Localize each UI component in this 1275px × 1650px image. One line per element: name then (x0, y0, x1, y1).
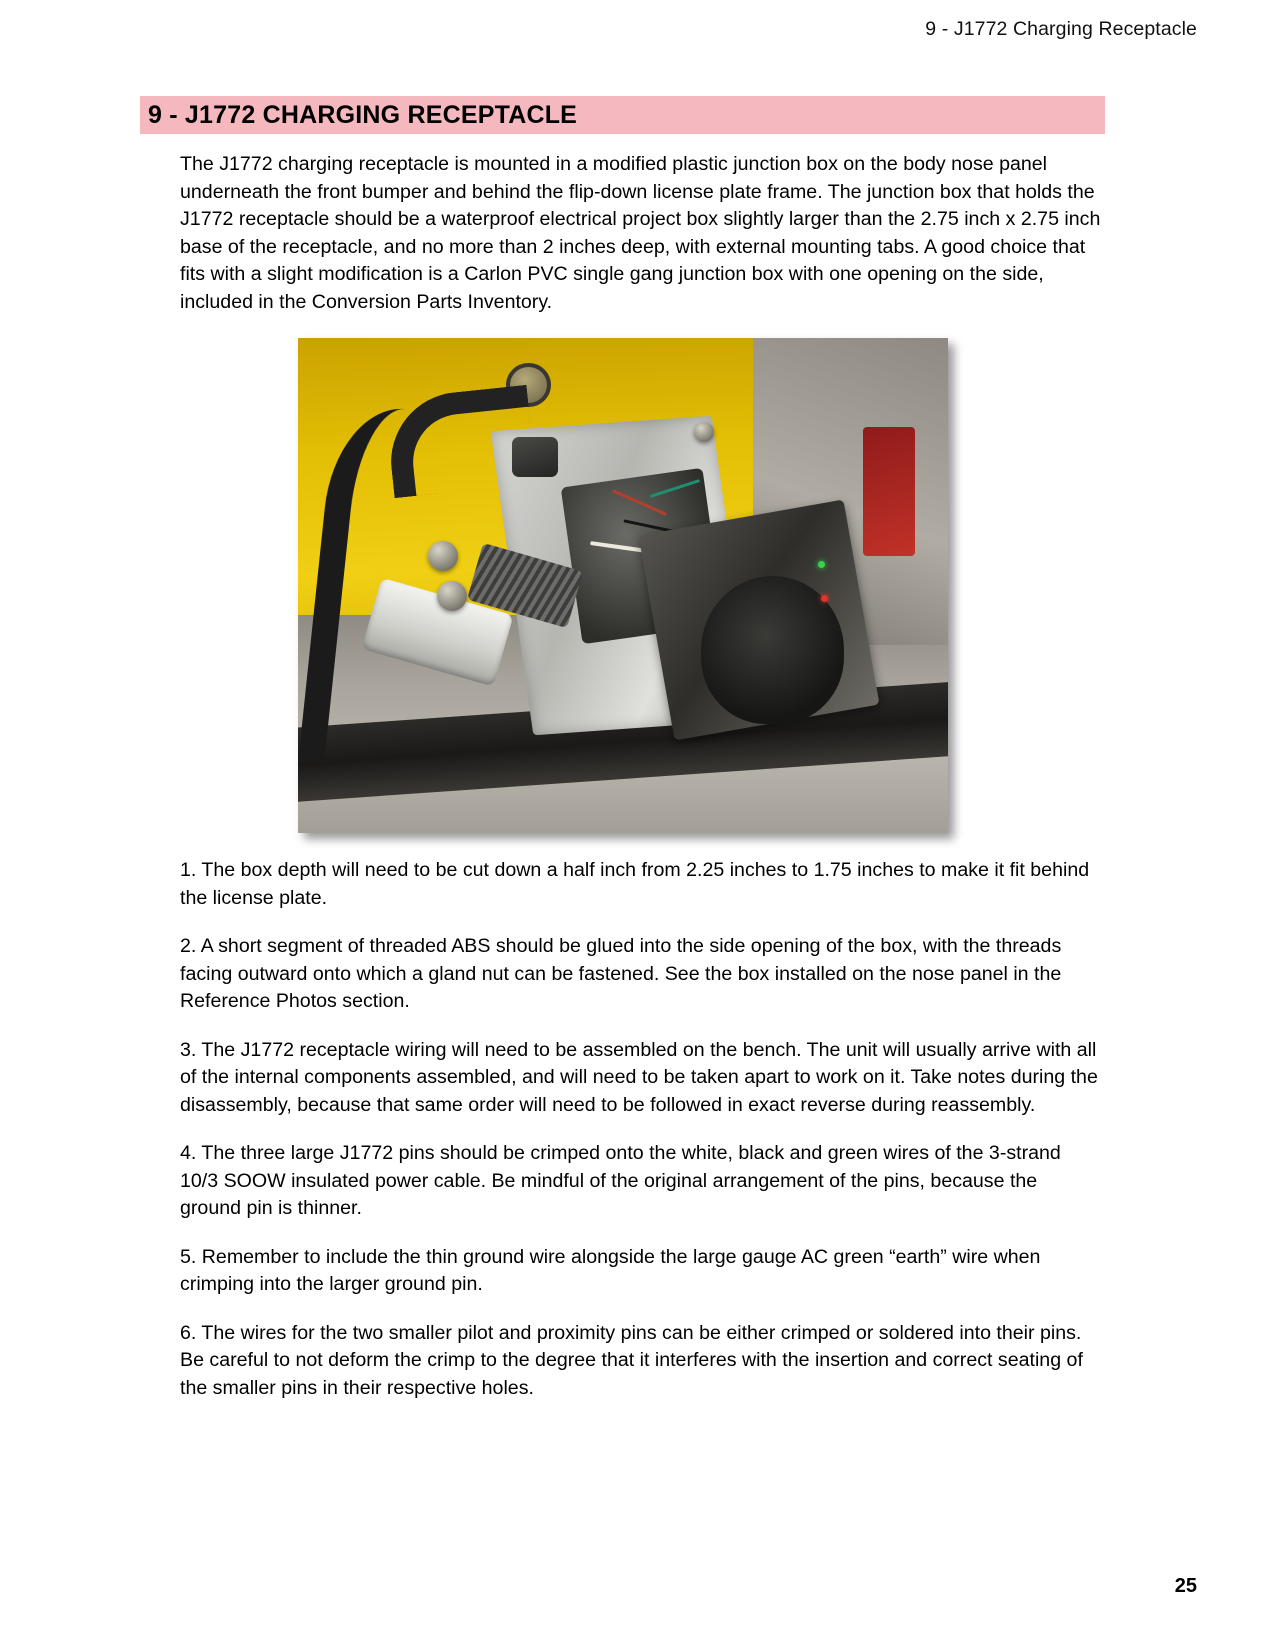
photo-red-object (863, 427, 915, 556)
photo-bolt-upper-right (694, 422, 714, 442)
photo-gland-nut-top (512, 437, 558, 477)
photo-green-led (818, 561, 825, 568)
step-item: 5. Remember to include the thin ground wire alongside the large gauge AC green “earth” wire when crimping into the larger ground pin. (180, 1245, 1041, 1295)
step-item: 6. The wires for the two smaller pilot and proximity pins can be either crimped or soldered into their pins. Be careful to not deform the crimp to the degree that it interferes with the insertion and correct seating of the smaller pins in their respective holes. (180, 1321, 1083, 1399)
section-title-bar (140, 96, 1105, 134)
photo-bolt-left-lower (437, 581, 467, 611)
running-header: 9 - J1772 Charging Receptacle (925, 18, 1197, 40)
page-number: 25 (1174, 1575, 1197, 1597)
step-item: 2. A short segment of threaded ABS should be glued into the side opening of the box, with the threads facing outward onto which a gland nut can be fastened. See the box installed on the nose panel in the Reference Photos section. (180, 935, 1062, 1012)
step-item: 1. The box depth will need to be cut down a half inch from 2.25 inches to 1.75 inches to make it fit behind the license plate. (180, 859, 1090, 909)
figure-container (140, 338, 1105, 833)
step-item: 3. The J1772 receptacle wiring will need to be assembled on the bench. The unit will usually arrive with all of the internal components assembled, and will need to be taken apart to work on it. Take notes during the disassembly, because that same order will need to be followed in exact reverse during reassembly. (180, 1038, 1098, 1116)
page-title: 9 - J1772 CHARGING RECEPTACLE (148, 100, 578, 129)
photo-bolt-left (428, 541, 458, 571)
page-content (140, 96, 1105, 1402)
intro-paragraph: The J1772 charging receptacle is mounted in a modified plastic junction box on the body nose panel underneath the front bumper and behind the flip-down license plate frame. The junction box that holds the J1772 receptacle should be a waterproof electrical project box slightly larger than the 2.75 inch x 2.75 inch base of the receptacle, and no more than 2 inches deep, with external mounting tabs. A good choice that fits with a slight modification is a Carlon PVC single gang junction box with one opening on the side, included in the Conversion Parts Inventory. (180, 153, 1101, 313)
receptacle-photo (298, 338, 948, 833)
steps-list (140, 857, 1105, 1402)
step-item: 4. The three large J1772 pins should be crimped onto the white, black and green wires of the 3-strand 10/3 SOOW insulated power cable. Be mindful of the original arrangement of the pins, because the ground pin is thinner. (180, 1142, 1061, 1219)
